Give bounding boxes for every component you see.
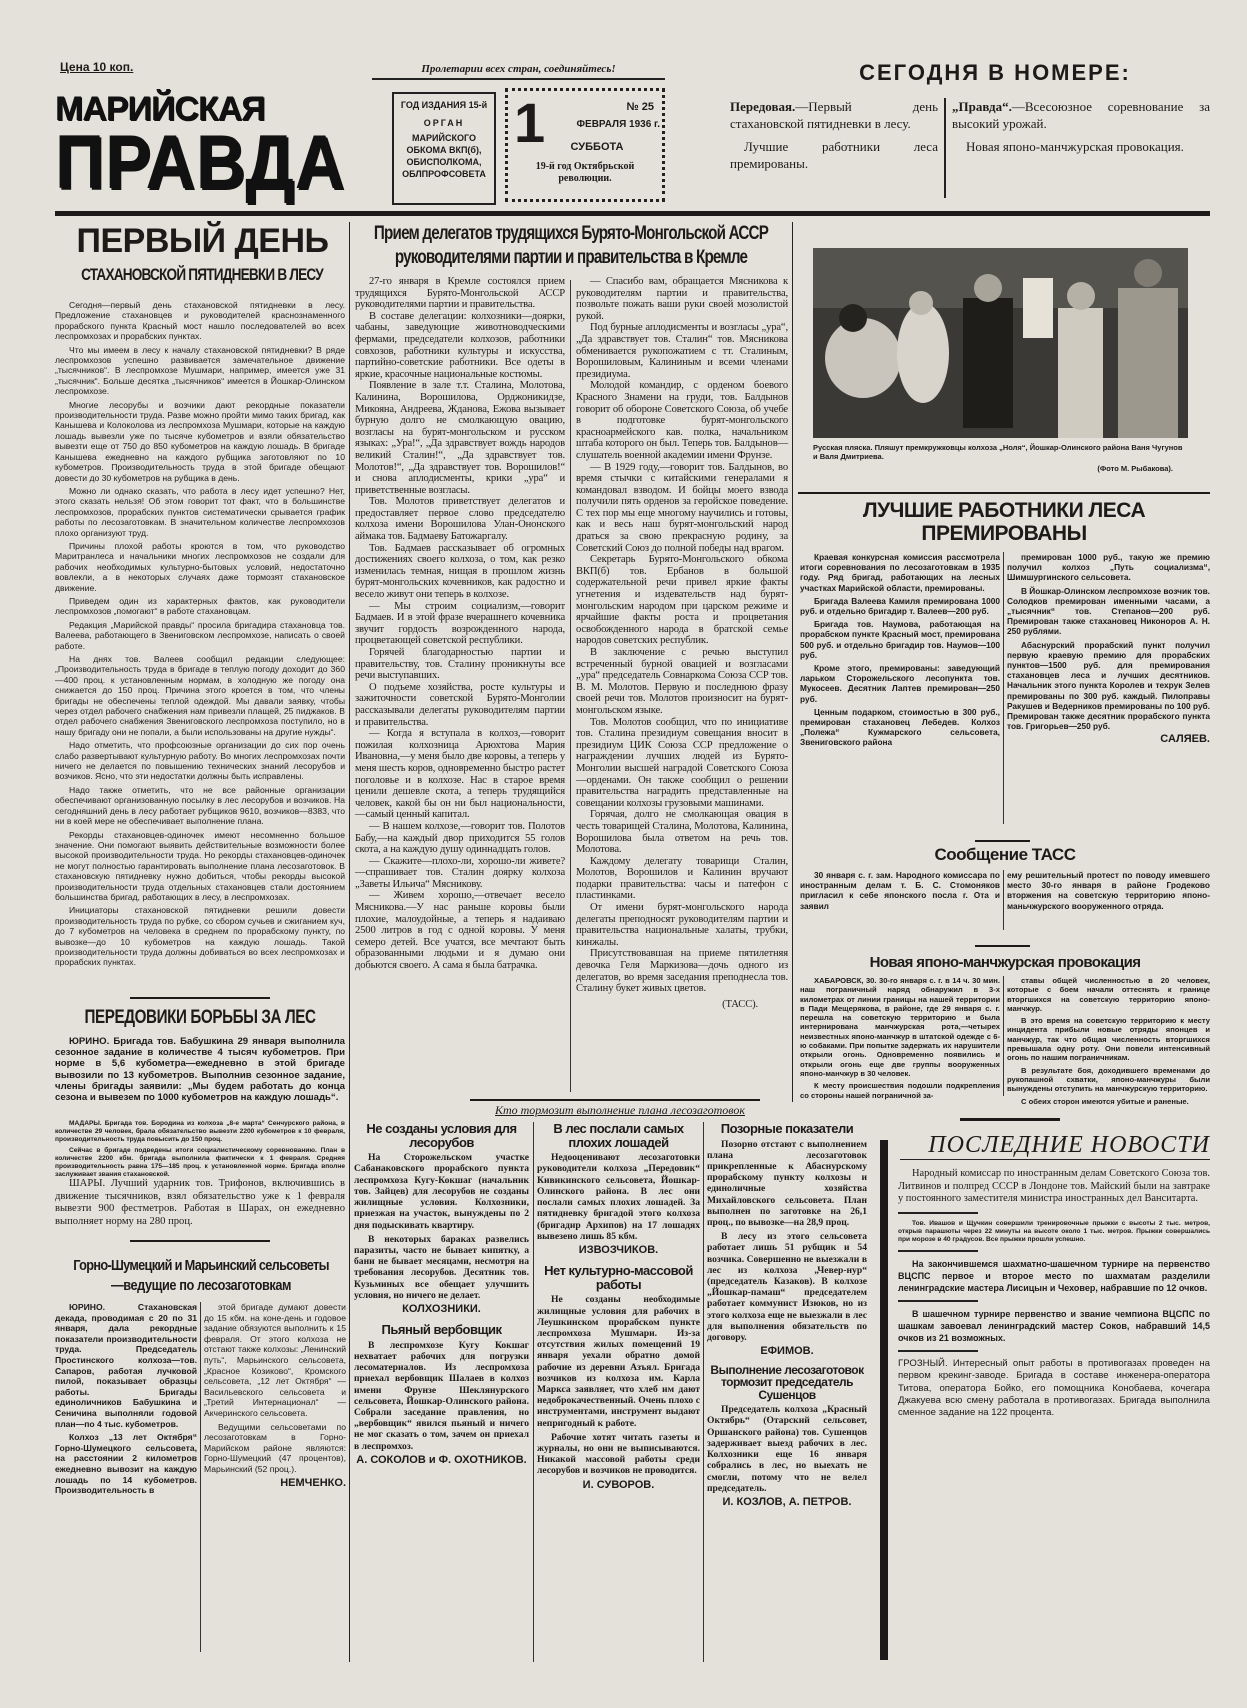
paragraph: Под бурные аплодисменты и возгласы „ура“, „Да здравствует тов. Сталин“ тов. Мясникова обменивается рукопожатием с тт. Сталиным, Ворошиловым, Калининым и всеми членами президиума.	[576, 322, 788, 380]
divider	[200, 1302, 201, 1652]
paragraph: Рабочие хотят читать газеты и журналы, но они не выписываются. Никакой массовой работы среди лесорубов и возчиков не проводится.	[537, 1431, 700, 1477]
today-item[interactable]	[952, 138, 1210, 155]
issue-number: № 25	[626, 101, 654, 113]
news-item: ГРОЗНЫЙ. Интересный опыт работы в противогазах проведен на первом крекинг-заводе. Бригада в составе инженера-оператора Титова, оператора Бойко, его помощника Конобаева, кочегара Джакуева всю смену работала в противогазах. Бригада выполнила сменное задание на 122 процента.	[898, 1357, 1210, 1419]
paragraph: К месту происшествия подошли подкрепления со стороны нашей пограничной за-	[800, 1081, 1000, 1100]
gorno-column-2-text	[204, 1302, 346, 1475]
article-body	[707, 1139, 867, 1344]
divider	[898, 1300, 978, 1302]
paragraph: ставы общей численностью в 20 человек, которые с боем начали оттеснять к границе вторгшихся на советскую территорию японо-манчжур.	[1007, 976, 1210, 1013]
paragraph: — Мы строим социализм,—говорит Бадмаев. И в этой фразе вчерашнего кочевника звучит гордость возрожденного народа, процветающей советской республики.	[355, 600, 565, 647]
tass-column-2	[1007, 870, 1210, 936]
leaders-yurino	[55, 1036, 345, 1118]
today-item[interactable]	[730, 138, 938, 172]
divider	[533, 1122, 534, 1662]
paragraph: Надо отметить, что профсоюзные организации до сих пор очень слабо развертывают культурную работу. Во многих леспромхозах почти ничего не делается по повышению технических знаний лесорубов и возчиков. Ясно, что эти недостатки должны быть исправлены.	[55, 740, 345, 782]
tass-column-1	[800, 870, 1000, 936]
date-box	[505, 88, 665, 202]
gorno-headline-2: —ведущие по лесозаготовкам	[110, 1277, 292, 1294]
publisher-box	[392, 92, 496, 205]
tass-headline: Сообщение ТАСС	[934, 845, 1076, 864]
divider	[470, 1099, 760, 1101]
paragraph: Недооценивают лесозаготовки руководители колхоза „Передовик“ Кивикинского сельсовета, Йошкар-Олинского района. В лес они послали самых плохих лошадей. За пятидневку бригадой этого колхоза (бригадир Архипов) на 17 лошадях вывезено лишь 85 кбм.	[537, 1152, 700, 1242]
paragraph: этой бригаде думают довести до 15 кбм. на коне-день и годовое задание обязуются выполнить к 15 февраля. От этого колхоза не отстают также колхозы: „Ленинский путь“, Марьинского сельсовета, „Красное Козиково“, Кромского сельсовета, „12 лет Октября“ — Васильевского сельсовета и „Третий Интернационал“ — Акчеринского сельсовета.	[204, 1302, 346, 1418]
column-divider	[792, 222, 793, 1102]
lead-article-body	[55, 300, 345, 990]
paragraph: Кроме этого, премированы: заведующий ларьком Сторожельского лесопункта тов. Мукосеев. Десятник Лаптев премирован—250 руб.	[800, 663, 1000, 704]
paragraph: ЮРИНО. Бригада тов. Бабушкина 29 января выполнила сезонное задание в количестве 4 тысяч кубометров. При норме в 5,6 кубометра—ежедневно в этой бригаде вывозили по 13 кубометров. Выполнив сезонное задание, члены бригады заявили: „Мы будем работать до конца сезона и вывезем по 1000 кубометров на каждую лошадь“.	[55, 1036, 345, 1104]
article-body	[537, 1294, 700, 1476]
paragraph: Тов. Молотов сообщил, что по инициативе тов. Сталина президиум совещания вносит в президиум ЦИК Союза ССР предложение о награждении лучших людей из Бурято-Монголии высшей наградой Советского Союза—орденами. Он также сообщил о решении правительства наградить представленные на совещании колхозы грузовыми машинами.	[576, 716, 788, 809]
paragraph: 27-го января в Кремле состоялся прием трудящихся Бурято-Монгольской АССР руководителями партии и правительства.	[355, 276, 565, 311]
paragraph: Рекорды стахановцев-одиночек имеют несомненно большое значение. Они помогают выявить действительные возможности более высокой производительности труда. Но рекорды стахановцев-одиночек не могут полностью гарантировать выполнение плана лесозаготовок. В стахановскую пятидневку нужно добиться, чтобы рекорды высокой производительности труда отдельных стахановцев стали достоянием большинства бригад, работающих в лесу, в леспромхозах.	[55, 829, 345, 902]
paragraph: Не созданы необходимые жилищные условия для рабочих в Леушкинском прорабском пункте леспромхоза Мушмари. Из-за отсутствия жилых помещений 19 января уехали обратно домой рабочие из деревни Азъял. Бригада возчиков из колхоза им. Карла Маркса заявляет, что хлеб им дают недоброкачественный. Очень плохо с инструментами, инструмент выдают непригодный к работе.	[537, 1294, 700, 1429]
date-month-year: ФЕВРАЛЯ 1936 г.	[576, 119, 660, 130]
column-divider	[349, 222, 350, 1662]
paragraph: ХАБАРОВСК, 30. 30-го января с. г. в 14 ч. 30 мин. наш пограничный наряд обнаружил в 3-х километрах от линии границы на нашей территории в Пади Мещерякова, в районе, где 29 января с. г. перешла на советскую территорию и была интернирована манчжурская рота,—четырех неизвестных японо-манчжур в штатской одежде с 6-ю собаками. При попытке задержать их нарушители открыли огонь. Одновременно появились и открыли огонь еще две группы вооруженных японо-манчжур в 30 человек.	[800, 976, 1000, 1078]
paragraph: В некоторых бараках развелись паразиты, часто не бывает кипятку, а бани не бывает месяцами, несмотря на требования лесорубов. Десятник тов. Кузьминых все обещает улучшить условия, но ничего не делает.	[354, 1233, 529, 1301]
bottom-column-b	[537, 1122, 700, 1662]
photo-russian-dance	[813, 248, 1188, 438]
paragraph: Надо также отметить, что не все районные организации обеспечивают организованную посылку в лес лесорубов и возчиков. На сегодняшний день в лесу работает рубщиков 9610, возчиков—8383, что ни в коей мере не обеспечивает выполнение плана.	[55, 784, 345, 827]
divider	[1003, 552, 1004, 824]
paragraph: ШАРЫ. Лучший ударник тов. Трифонов, включившись в движение тысячников, взял обязательство уже к 1 февраля вывезти 900 фестметров. Работая в Шарах, он ежедневно выполняет норму на 280 проц.	[55, 1178, 345, 1227]
provocation-column-1	[800, 976, 1000, 1098]
article-body	[537, 1152, 700, 1242]
paragraph: На днях тов. Валеев сообщил редакции следующее: „Производительность труда в бригаде в теплую погоду доходит до 360—400 проц. к установленным нормам, в холодную же погоду она снижается до 150 проц. Причина этого кроется в том, что члены бригады не обеспечены теплой одеждой. Мы давали заявку, чтобы через отдел рабочего снабжения нам привезли плащей, 25 пиджаков. В отдел рабочего снабжения Звениговского леспромхоза поступило, но в нашу бригаду они не попали, а были использованы на другие нужды“.	[55, 654, 345, 737]
awards-headline-1: ЛУЧШИЕ РАБОТНИКИ ЛЕСА	[862, 499, 1146, 522]
publication-year: ГОД ИЗДАНИЯ 15-й	[400, 100, 488, 110]
article-headline: Выполнение лесозаготовок тормозит председатель Сушенцов	[710, 1362, 864, 1402]
paragraph: Бригада Валеева Камиля премирована 1000 руб. и отдельно бригадир т. Валеев—200 руб.	[800, 595, 1000, 617]
kremlin-column-2	[576, 276, 788, 1096]
photo-caption: Русская пляска. Пляшут премкружковцы колхоза „Ноля“, Йошкар-Олинского района Ваня Чугунов и Валя Дмитриева.	[813, 443, 1183, 461]
paragraph: О подъеме хозяйства, росте культуры и зажиточности советской Бурято-Монголии рассказывали делегаты руководителям партии и правительства.	[355, 681, 565, 728]
paragraph: Абаснурский прорабский пункт получил первую краевую премию для прорабских пунктов—1500 руб. для премирования стахановцев леса и лучших десятников. Начальник этого пункта Королев и техрук Зелев премированы по 300 руб. каждый. Пилоправы Ракушев и Ведерников премированы по 100 руб. Премирован также десятник прорабского пункта тов. Григорьев—250 руб.	[1007, 639, 1210, 732]
paragraph: МАДАРЫ. Бригада тов. Бородина из колхоза „8-е марта“ Сенчурского района, в количестве 29 человек, брала обязательство вывезти 2200 кубометров к 10 февраля, производительность труда повысить до 150 проц.	[55, 1120, 345, 1143]
signature: А. СОКОЛОВ и Ф. ОХОТНИКОВ.	[356, 1453, 527, 1466]
organ-description: МАРИЙСКОГО ОБКОМА ВКП(б), ОБИСПОЛКОМА, ОБЛПРОФСОВЕТА	[402, 133, 486, 179]
lead-headline-1: ПЕРВЫЙ ДЕНЬ	[76, 222, 329, 260]
today-item-text: Новая японо-манчжурская провокация.	[966, 139, 1184, 154]
today-column-1	[730, 98, 938, 203]
paragraph: Редакция „Марийской правды“ просила бригадира стахановца тов. Валеева, работающего в Звениговском леспромхозе, написать о своей работе.	[55, 619, 345, 651]
paragraph: Можно ли однако сказать, что работа в лесу идет успешно? Нет, этого сказать нельзя! Об этом говорит тот факт, что в большинстве леспромхозов, прорабских пунктов систематически срывается график работы по лесозаготовкам. В значительном количестве леспромхозов плохо организуют труд.	[55, 485, 345, 538]
paragraph: Инициаторы стахановской пятидневки решили довести производительность труда по рубке, со сбором сучьев и сжиганием куч, до 7 кубометров на человека в среднем по прорабскому пункту, по вывозке—до 10 кубометров на каждую лошадь. Такой производительности труда должны добиваться во всех леспромхозах и прорабских пунктах.	[55, 905, 345, 968]
paragraph: — В нашем колхозе,—говорит тов. Полотов Бабу,—на каждый двор приходится 55 голов скота, а на каждую душу одиннадцать голов.	[355, 820, 565, 856]
paragraph: Сегодня—первый день стахановской пятидневки в лесу. Предложение стахановцев и руководителей краснознаменного прорабского пункта Красный мост нашло последователей во всех леспромхозах и прорабских пунктах.	[55, 300, 345, 342]
divider	[898, 1350, 978, 1352]
article-headline: Нет культурно-массовой работы	[544, 1263, 693, 1292]
paragraph: В результате боя, доходившего временами до рукопашной схватки, японо-манчжуры были вынуждены отступить на манчжурскую территорию.	[1007, 1065, 1210, 1094]
paragraph: премирован 1000 руб., такую же премию получил колхоз „Путь социализма“, Шимшургинского сельсовета.	[1007, 552, 1210, 583]
paragraph: В составе делегации: колхозники—доярки, чабаны, заведующие животноводческими фермами, председатели колхозов, работники совхозов, работники культуры и искусства, партийно-советские работники. Все одеты в яркие, красочные национальные костюмы.	[355, 310, 565, 380]
gorno-column-2	[204, 1302, 346, 1652]
signature: НЕМЧЕНКО.	[280, 1476, 346, 1489]
article-headline: В лес послали самых плохих лошадей	[553, 1121, 684, 1150]
article-body	[707, 1404, 867, 1494]
signature: ЕФИМОВ.	[760, 1345, 814, 1358]
news-side-bar	[880, 1140, 888, 1660]
paragraph: ЮРИНО. Стахановская декада, проводимая с 20 по 31 января, дала рекордные показатели производительности труда. Председатель Простинского колхоза—тов. Сапаров, работая лучковой пилой, показывает образцы работы. Бригады единоличников Бабушкина и Сеничина выполняли годовой план—по 4 тыс. кубометров.	[55, 1302, 197, 1429]
masthead-rule	[55, 211, 1210, 216]
paragraph: Секретарь Бурято-Монгольского обкома ВКП(б) тов. Ербанов в большой содержательной речи привел яркие факты угнетения и издевательств над бурят-монгольским народом при царском режиме и ярчайшие факты роста и процветания освобожденного народа в братской семье народов советских республик.	[576, 554, 788, 647]
article-headline: Не созданы условия для лесорубов	[366, 1121, 517, 1150]
today-item-lead: „Правда“.	[952, 99, 1012, 114]
signature: КОЛХОЗНИКИ.	[402, 1302, 481, 1315]
paragraph: Сейчас в бригаде подведены итоги социалистическому соревнованию. План в количестве 2200 кбм. бригада выполнила фактически к 1 февраля. Средняя производительность равна 175—185 проц. к установленной норме. Бригада вполне заслуживает звания стахановской.	[55, 1147, 345, 1178]
paragraph: 30 января с. г. зам. Народного комиссара по иностранным делам т. Б. С. Стомоняков пригласил к себе японского посла г. Ота и заявил	[800, 870, 1000, 911]
leaders-shary	[55, 1178, 345, 1230]
paragraph: Ведущими сельсоветами по лесозаготовкам в Горно-Марийском районе являются: Горно-Шумецкий (47 процентов), Марьинский (52 проц.).	[204, 1421, 346, 1474]
leaders-madary	[55, 1120, 345, 1178]
signature: САЛЯЕВ.	[1160, 733, 1210, 746]
article-headline: Позорные показатели	[720, 1121, 854, 1136]
logo-line1: МАРИЙСКАЯ	[55, 90, 265, 128]
kremlin-headline-1: Прием делегатов трудящихся Бурято-Монгольской АССР	[373, 223, 769, 244]
today-item-lead: Передовая.	[730, 99, 796, 114]
paragraph: Молодой командир, с орденом боевого Красного Знамени на груди, тов. Балдынов говорит об обороне Советского Союза, об учебе в подготовке бурят-монгольского красноармейского кав. полка, начальником штаба которого он был. Теперь тов. Балдынов—слушатель военной академии имени Фрунзе.	[576, 380, 788, 461]
kremlin-column-2-text	[576, 276, 788, 995]
divider	[130, 1240, 270, 1242]
divider	[798, 492, 1210, 494]
awards-column-1	[800, 552, 1000, 824]
today-item-text: Лучшие работники леса премированы.	[730, 139, 938, 171]
paragraph: В лесу из этого сельсовета работает лишь 51 рубщик и 54 возчика. Совершенно не выезжали в лес из колхоза „Чевер-нур“ (председатель Казаков). В колхозе „Йошкар-памаш“ председателем работает коммунист Изюков, но из этого колхоза еще не выезжали в лес для выполнения обязательств по договору.	[707, 1231, 867, 1344]
paragraph: — Живем хорошо,—отвечает весело Мясникова.—У нас раньше коровы были плохие, малоудойные, а теперь я надаиваю 2500 литров в год с одной коровы. У меня семеро детей. Все учатся, все мечтают быть образованными людьми и я думаю они добьются своего. А сама я была батрачка.	[355, 890, 565, 972]
paragraph: Горячая, долго не смолкающая овация в честь товарищей Сталина, Молотова, Калинина, Ворошилова была ответом на речь тов. Молотова.	[576, 809, 788, 856]
signature: И. СУВОРОВ.	[582, 1478, 655, 1491]
today-item-text: —Всесоюзное соревнование за высокий урожай.	[952, 99, 1210, 131]
price: Цена 10 коп.	[60, 60, 134, 74]
rubric: Кто тормозит выполнение плана лесозаготовок	[495, 1103, 745, 1117]
dancers-image	[813, 248, 1188, 438]
paragraph: — Когда я вступала в колхоз,—говорит пожилая колхозница Арюхтова Мария Ивановна,—у меня было две коровы, а теперь у меня шесть коров, одновременно быстро растет поголовье и в колхозе. Нас в старое время ценили дешевле скота, а теперь трудящийся человек, какой бы он ни был национальности,—самый ценный капитал.	[355, 728, 565, 821]
paragraph: Горячей благодарностью партии и правительству, тов. Сталину проникнуты все речи выступавших.	[355, 647, 565, 682]
gorno-column-1	[55, 1302, 197, 1652]
divider	[1003, 976, 1004, 1096]
paragraph: В Йошкар-Олинском леспромхозе возчик тов. Солодков премирован именными часами, а „тысячник“ тов. Степанов—200 руб. Премирован также стахановец Никоноров А. Н. 250 рублями.	[1007, 585, 1210, 637]
photo-credit: (Фото М. Рыбакова).	[1097, 464, 1173, 473]
kremlin-column-1	[355, 276, 565, 1096]
news-title: ПОСЛЕДНИЕ НОВОСТИ	[900, 1132, 1210, 1160]
bottom-column-a	[354, 1122, 529, 1662]
signature: И. КОЗЛОВ, А. ПЕТРОВ.	[722, 1495, 852, 1508]
provocation-headline: Новая японо-манчжурская провокация	[869, 954, 1141, 971]
paragraph: — В 1929 году,—говорит тов. Балдынов, во время стычки с китайскими генералами я командовал взводом. И бойцы моего взвода получили пять орденов за геройское поведение. С тех пор мы еще многому научились и готовы, как и весь наш бурят-монгольский народ драться за свою прекрасную родину, за Советский Союз до полной победы над врагом.	[576, 461, 788, 554]
divider	[944, 98, 946, 198]
paragraph: Позорно отстают с выполнением плана лесозаготовок прикрепленные к Абаснурскому прорабскому пункту колхозы и единоличные хозяйства Михайловского сельсовета. План выполнен по заготовке на 26,1 проц., по вывозке—на 28,9 проц.	[707, 1138, 867, 1229]
divider	[960, 1118, 1060, 1121]
paragraph: Появление в зале т.т. Сталина, Молотова, Калинина, Ворошилова, Орджоникидзе, Микояна, Андреева, Жданова, Ежова вызывает бурную долго не смолкающую овацию, возгласы на бурят-монгольском и русском языках: „Ура!“, „Да здравствует вождь народов великий Сталин!“, „Да здравствует тов. Молотов!“, „Да здравствует тов. Ворошилов!“ и снова аплодисменты, крики „ура“ и приветственные возгласы.	[355, 380, 565, 496]
paragraph: Бригада тов. Наумова, работающая на прорабском пункте Красный мост, премирована 500 руб. и отдельно бригадир тов. Наумов—100 руб.	[800, 619, 1000, 660]
today-title: СЕГОДНЯ В НОМЕРЕ:	[859, 60, 1131, 85]
news-item: Народный комиссар по иностранным делам Советского Союза тов. Литвинов и полпред СССР в Лондоне тов. Майский были на завтраке у постоянного заместителя министра иностранных дел Ванситарта.	[898, 1168, 1210, 1205]
paragraph: Тов. Бадмаев рассказывает об огромных достижениях своего колхоза, о том, как резко изменилась темная, нищая в прошлом жизнь бурят-монгольских кочевников, как радостно и весело живут они теперь в колхозе.	[355, 542, 565, 601]
paragraph: В леспромхозе Кугу Кокшаг нехватает рабочих для погрузки лесоматериалов. Из леспромхоза приехал вербовщик Шалаев в колхоз имени Фрунзе Шеклянурского сельсовета, Йошкар-Олинского района. Собрали заседание правления, но „вербовщик“ явился пьяный и ничего не мог сказать о том, зачем он приехал в леспромхоз.	[354, 1339, 529, 1452]
divider	[975, 945, 1030, 947]
paragraph: Краевая конкурсная комиссия рассмотрела итоги соревнования по лесозаготовкам в 1935 году. Ряд бригад, работающих на лесных участках Марийской области, премированы.	[800, 552, 1000, 593]
source-tass: (ТАСС).	[722, 998, 758, 1010]
logo-line2: ПРАВДА	[55, 120, 346, 205]
paragraph: Колхоз „13 лет Октября“ Горно-Шумецкого сельсовета, на расстоянии 2 километров ежедневно вывозит на каждую лошадь по 14 кубометров. Производительность в	[55, 1432, 197, 1496]
kremlin-headline-2: руководителями партии и правительства в Кремле	[394, 247, 748, 268]
paragraph: Председатель колхоза „Красный Октябрь“ (Отарский сельсовет, Оршанского района) тов. Сушенцов задерживает выезд рабочих в лес. Колхозники еще 16 января собрались в лес, но выехать не смогли, потому что не велел председатель.	[707, 1404, 867, 1494]
leaders-headline: ПЕРЕДОВИКИ БОРЬБЫ ЗА ЛЕС	[84, 1007, 316, 1028]
today-column-2	[952, 98, 1210, 203]
today-item[interactable]	[730, 98, 938, 132]
divider	[1003, 870, 1004, 930]
divider	[898, 1212, 978, 1214]
paragraph: Присутствовавшая на приеме пятилетняя девочка Геля Маркизова—дочь одного из делегатов, во время заседания преподнесла тов. Сталину букет живых цветов.	[576, 948, 788, 995]
revolution-year: 19-й год Октябрьской революции.	[535, 161, 635, 184]
divider	[703, 1122, 704, 1662]
weekday: СУББОТА	[570, 141, 624, 153]
awards-headline-2: ПРЕМИРОВАНЫ	[921, 522, 1087, 545]
divider	[130, 997, 270, 999]
divider	[975, 840, 1030, 842]
signature: ИЗВОЗЧИКОВ.	[578, 1243, 659, 1256]
organ-label: ОРГАН	[423, 118, 465, 128]
paragraph: Приведем один из характерных фактов, как руководители леспромхозов „помогают“ в работе стахановцам.	[55, 595, 345, 617]
gorno-headline-1: Горно-Шумецкий и Марьинский сельсоветы	[73, 1257, 329, 1274]
awards-column-2-text	[1007, 552, 1210, 731]
paragraph: В это время на советскую территорию к месту инцидента прибыли новые отряды японцев и манчжур, так что общая численность вторгшихся превышала одну роту. Они повели интенсивный огонь по нашим пограничникам.	[1007, 1016, 1210, 1063]
article-body	[354, 1152, 529, 1301]
date-day: 1	[514, 91, 546, 154]
lead-headline-2: СТАХАНОВСКОЙ ПЯТИДНЕВКИ В ЛЕСУ	[81, 265, 323, 284]
news-item: В шашечном турнире первенство и звание чемпиона ВЦСПС по шашкам завоевал ленинградский мастер Соков, набравший 14,5 очков из 21 возможных.	[898, 1308, 1210, 1343]
paragraph: С обеих сторон имеются убитые и раненые.	[1021, 1096, 1189, 1106]
divider	[898, 1250, 978, 1252]
today-item[interactable]	[952, 98, 1210, 132]
awards-column-2	[1007, 552, 1210, 836]
paragraph: Многие лесорубы и возчики дают рекордные показатели производительности труда. Разве можно пройти мимо таких бригад, как Канышева и Колоколова из леспромхоза Мушмари, которые на каждую лошадь вывезли уже по тысяче кубометров и взяли обязательство вывезти еще от 750 до 850 кубометров на каждую лошадь. В бригаде Канышева ежедневно на каждого рубщика заготовляют по 10 кубометров. Производительность труда в этой бригаде обещают довести до 30 кубометров на рубщика в день.	[55, 399, 345, 483]
paragraph: От имени бурят-монгольского народа делегаты преподносят руководителям партии и правительства национальные халаты, трубки, кинжалы.	[576, 902, 788, 948]
news-body	[898, 1168, 1210, 1663]
paragraph: В заключение с речью выступил встреченный бурной овацией и возгласами „ура“ председатель Совнаркома Союза ССР тов. В. М. Молотов. Первую и последнюю фразу своей речи тов. Молотов произносит на бурят-монгольском языке.	[576, 647, 788, 716]
slogan: Пролетарии всех стран, соединяйтесь!	[372, 63, 665, 80]
divider	[570, 280, 571, 1092]
news-item: Тов. Ивашов и Щучкин совершили тренировочные прыжки с высоты 2 тыс. метров, открыв парашюты через 22 минуты на высоте около 1 тыс. метров. Прыжки совершались при морозе в 40 градусов. Все прыжки прошли успешно.	[898, 1219, 1210, 1243]
paragraph: Ценным подарком, стоимостью в 300 руб., премирован стахановец Лебедев. Колхоз „Полежа“ Кужмарского сельсовета, Звениговского района	[800, 706, 1000, 748]
paragraph: ему решительный протест по поводу имевшего место 30-го января в районе Гродеково вторжения на советскую территорию японо-маньчжурского вооруженного отряда.	[1007, 870, 1210, 911]
paragraph: Каждому делегату товарищи Сталин, Молотов, Ворошилов и Калинин вручают подарки правительства: часы и патефон с пластинками.	[576, 855, 788, 902]
paragraph: — Скажите—плохо-ли, хорошо-ли живете?—спрашивает тов. Сталин доярку колхоза „Заветы Ильича“ Мясникову.	[355, 855, 565, 890]
paragraph: — Спасибо вам, обращается Мясникова к руководителям партии и правительства, позвольте пожать ваши руки своей мозолистой рукой.	[576, 276, 788, 322]
newspaper-logo	[55, 92, 345, 207]
paragraph: Тов. Молотов приветствует делегатов и предоставляет первое слово председателю колхоза имени Ворошилова Улан-Ононского аймака тов. Бадмаеву Батожаргалу.	[355, 496, 565, 543]
paragraph: Что мы имеем в лесу к началу стахановской пятидневки? В ряде леспромхозов успешно развивается замечательное движение „тысячников“. В леспромхозе Мушмари, например, имеется уже 31 „тысячник“. Больше десятка „тысячников“ имеется в Йошкар-Олинском леспромхозе.	[55, 344, 345, 397]
paragraph: На Сторожельском участке Сабанаковского прорабского пункта леспромхоза Кугу-Кокшаг (начальник тов. Зайцев) для лесорубов не созданы жилищные условия. Колхозники, приезжая на участок, вынуждены по 2 дня подыскивать квартиру.	[354, 1152, 529, 1231]
article-headline: Пьяный вербовщик	[381, 1322, 502, 1338]
provocation-column-2	[1007, 976, 1210, 1106]
bottom-column-c	[707, 1122, 867, 1662]
today-item-text: —Первый день стахановской пятидневки в лесу.	[730, 99, 938, 131]
news-item: На закончившемся шахматно-шашечном турнире на первенство ВЦСПС первое и второе место по шахматам разделили ленинградские мастера Лисицын и Чеховер, набравшие по 12 очков.	[898, 1258, 1210, 1293]
article-body	[354, 1340, 529, 1452]
paragraph: Причины плохой работы кроются в том, что руководство Маритранлеса и начальники многих леспромхозов не создали для рабочих необходимых культурно-бытовых условий, недостаточно вовлекли, а в некоторых случаях даже тормозят стахановское движение.	[55, 540, 345, 593]
